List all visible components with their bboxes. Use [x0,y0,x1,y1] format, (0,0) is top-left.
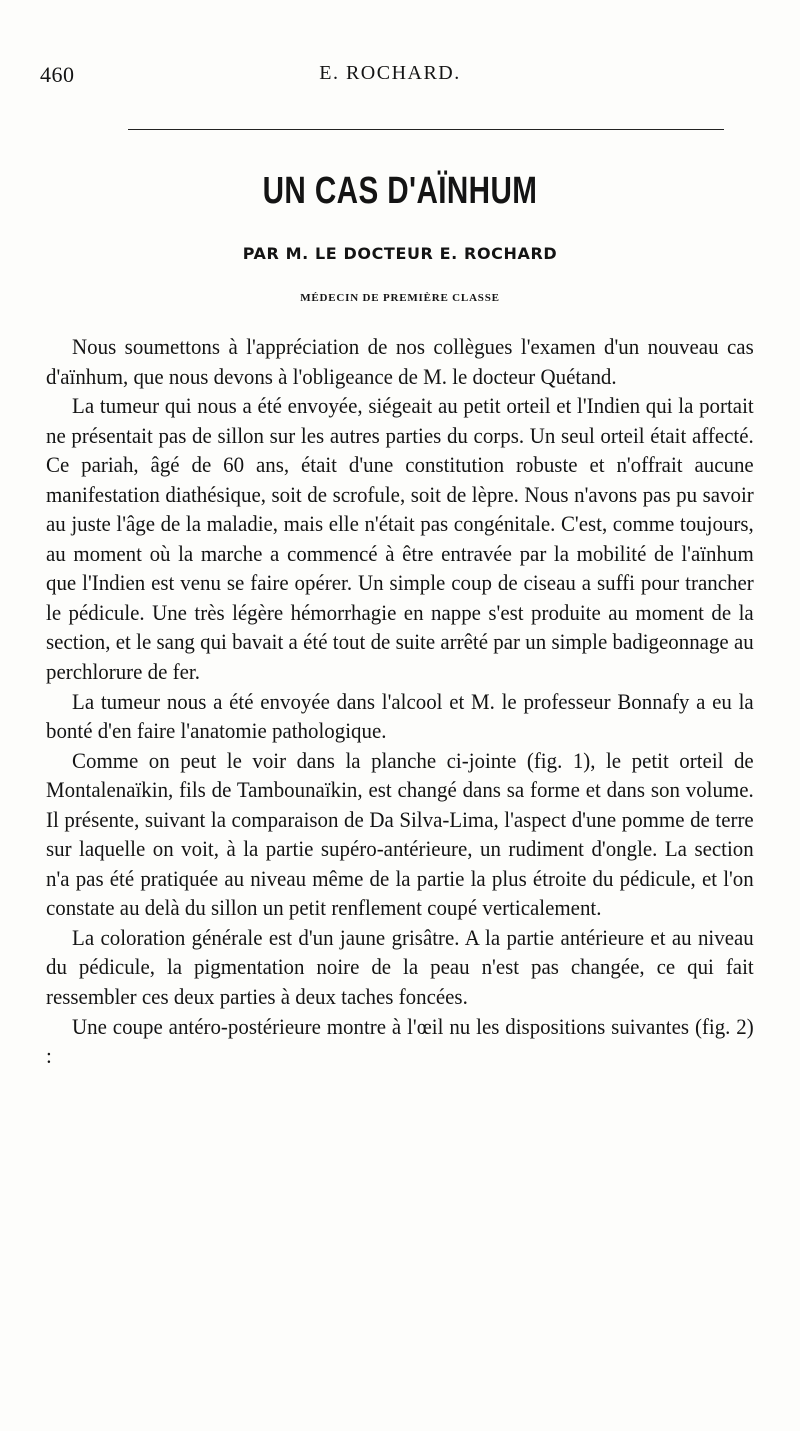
running-title: E. ROCHARD. [319,62,461,84]
page-number: 460 [40,62,75,87]
byline: PAR M. LE DOCTEUR E. ROCHARD [242,244,558,263]
paragraph: Comme on peut le voir dans la planche ci-jointe (fig. 1), le petit orteil de Montalenaïkin, fils de Tambounaïkin, est changé dans sa forme et dans son volume. Il présente, suivant la comparaison de Da Silva-Lima, l'aspect d'une pomme de terre sur laquelle on voit, à la partie supéro-antérieure, un rudiment d'ongle. La section n'a pas été pratiquée au niveau même de la partie la plus étroite du pédicule, et l'on constate au delà du sillon un petit renflement coupé verticalement. [46,747,754,921]
article-title: UN CAS D'AÏNHUM [262,170,538,212]
paragraph: La coloration générale est d'un jaune grisâtre. A la partie antérieure et au niveau du pédicule, la pigmentation noire de la peau n'est pas changée, ce qui fait ressembler ces deux parties à deux taches foncées. [46,924,754,1010]
paragraph: Une coupe antéro-postérieure montre à l'œil nu les dispositions suivantes (fig. 2) : [46,1013,754,1069]
article-body [46,332,754,1071]
header-rule [128,129,724,130]
paragraph: La tumeur qui nous a été envoyée, siégeait au petit orteil et l'Indien qui la portait ne présentait pas de sillon sur les autres parties du corps. Un seul orteil était affecté. Ce pariah, âgé de 60 ans, était d'une constitution robuste et n'offrait aucune manifestation diathésique, soit de scrofule, soit de lèpre. Nous n'avons pas pu savoir au juste l'âge de la maladie, mais elle n'était pas congénitale. C'est, comme toujours, au moment où la marche a commencé à être entravée par la mobilité de l'aïnhum que l'Indien est venu se faire opérer. Un simple coup de ciseau a suffi pour trancher le pédicule. Une très légère hémorrhagie en nappe s'est produite au moment de la section, et le sang qui bavait a été tout de suite arrêté par un simple badigeonnage au perchlorure de fer. [46,393,754,685]
paragraph: La tumeur nous a été envoyée dans l'alcool et M. le professeur Bonnafy a eu la bonté d'en faire l'anatomie pathologique. [46,688,754,744]
paragraph: Nous soumettons à l'appréciation de nos collègues l'examen d'un nouveau cas d'aïnhum, que nous devons à l'obligeance de M. le docteur Quétand. [46,334,754,389]
running-head [40,62,740,88]
author-affiliation: MÉDECIN DE PREMIÈRE CLASSE [300,292,500,304]
